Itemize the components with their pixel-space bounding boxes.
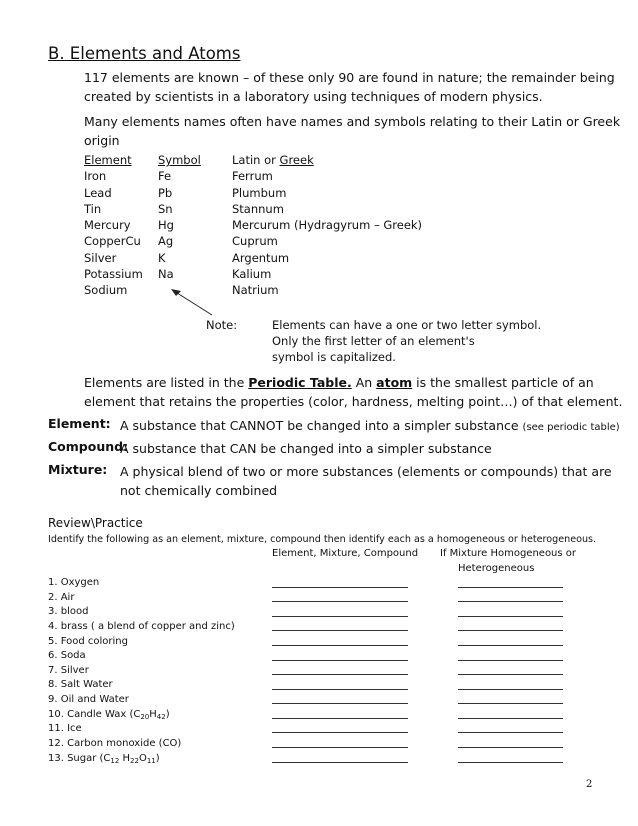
answer-blank-classification[interactable] xyxy=(272,762,408,763)
latin-name: Argentum xyxy=(232,250,290,265)
element-name: Mercury xyxy=(84,218,131,233)
element-definition-text: A substance that CANNOT be changed into a simpler substance xyxy=(120,418,523,433)
periodic-text-a: Elements are listed in the xyxy=(84,375,249,390)
element-symbol: Hg xyxy=(158,218,174,233)
latin-name: Stannum xyxy=(232,201,284,216)
sugar-end: ) xyxy=(155,753,160,764)
list-item: 9. Oil and Water xyxy=(48,694,129,705)
element-symbol: Fe xyxy=(158,169,172,184)
list-item xyxy=(48,752,160,769)
answer-blank-mixture-type[interactable] xyxy=(458,660,563,661)
latin-name: Mercurum (Hydragyrum – Greek) xyxy=(232,218,423,233)
intro-line-2: created by scientists in a laboratory using techniques of modern physics. xyxy=(84,89,543,104)
periodic-text-c: is the smallest particle of an xyxy=(412,375,594,390)
answer-blank-classification[interactable] xyxy=(272,703,408,704)
mixture-term: Mixture: xyxy=(48,462,108,477)
section-title: B. Elements and Atoms xyxy=(48,44,241,63)
col-header-mixture-type-1: If Mixture Homogeneous or xyxy=(440,548,577,559)
answer-blank-classification[interactable] xyxy=(272,732,408,733)
element-symbol: Ag xyxy=(158,234,174,249)
list-item: 6. Soda xyxy=(48,650,86,661)
col-header-classification: Element, Mixture, Compound xyxy=(272,548,419,559)
sugar-sub-2: 22 xyxy=(130,757,139,765)
list-item: 11. Ice xyxy=(48,723,82,734)
intro-line-1: 117 elements are known – of these only 90 are found in nature; the remainder being xyxy=(84,70,615,85)
latin-header xyxy=(232,152,422,168)
answer-blank-classification[interactable] xyxy=(272,660,408,661)
answer-blank-classification[interactable] xyxy=(272,630,408,631)
answer-blank-mixture-type[interactable] xyxy=(458,645,563,646)
answer-blank-classification[interactable] xyxy=(272,689,408,690)
element-definition xyxy=(120,416,620,437)
element-header: Element xyxy=(84,153,132,167)
answer-blank-mixture-type[interactable] xyxy=(458,630,563,631)
list-item: 3. blood xyxy=(48,606,89,617)
periodic-line-1 xyxy=(84,373,594,392)
periodic-table-term: Periodic Table. xyxy=(248,375,352,390)
answer-blank-mixture-type[interactable] xyxy=(458,703,563,704)
answer-blank-mixture-type[interactable] xyxy=(458,587,563,588)
intro-line-3: Many elements names often have names and symbols relating to their Latin or Greek xyxy=(84,114,621,129)
note-arrow-icon xyxy=(160,282,230,322)
note-line-1: Elements can have a one or two letter symbol. xyxy=(272,318,542,332)
wax-text: 10. Candle Wax (C xyxy=(48,709,141,720)
element-symbol: Pb xyxy=(158,185,173,200)
answer-blank-classification[interactable] xyxy=(272,674,408,675)
answer-blank-classification[interactable] xyxy=(272,616,408,617)
answer-blank-mixture-type[interactable] xyxy=(458,616,563,617)
answer-blank-mixture-type[interactable] xyxy=(458,732,563,733)
latin-name: Kalium xyxy=(232,267,272,282)
sugar-sub-3: 11 xyxy=(146,757,156,765)
element-name: Iron xyxy=(84,169,107,184)
element-name: Tin xyxy=(84,201,102,216)
element-name: CopperCu xyxy=(84,234,141,249)
review-instructions: Identify the following as an element, mixture, compound then identify each as a homogeneous or heterogeneous. xyxy=(48,534,597,545)
list-item: 4. brass ( a blend of copper and zinc) xyxy=(48,621,235,632)
element-term: Element: xyxy=(48,416,111,431)
list-item: 1. Oxygen xyxy=(48,577,100,588)
answer-blank-mixture-type[interactable] xyxy=(458,747,563,748)
wax-sub-2: 42 xyxy=(156,713,166,721)
wax-end: ) xyxy=(165,709,170,720)
list-item: 2. Air xyxy=(48,592,75,603)
latin-column xyxy=(232,152,422,299)
element-column xyxy=(84,152,143,299)
page-number: 2 xyxy=(586,779,593,790)
answer-blank-mixture-type[interactable] xyxy=(458,689,563,690)
sugar-mid: H xyxy=(119,753,131,764)
compound-definition: A substance that CAN be changed into a simpler substance xyxy=(120,441,492,456)
answer-blank-mixture-type[interactable] xyxy=(458,601,563,602)
list-item: 7. Silver xyxy=(48,665,89,676)
answer-blank-mixture-type[interactable] xyxy=(458,762,563,763)
periodic-line-2: element that retains the properties (color, hardness, melting point…) of that element. xyxy=(84,394,623,409)
answer-blank-classification[interactable] xyxy=(272,601,408,602)
symbol-header: Symbol xyxy=(158,153,201,167)
list-item: 8. Salt Water xyxy=(48,679,113,690)
element-name: Silver xyxy=(84,250,117,265)
answer-blank-classification[interactable] xyxy=(272,587,408,588)
latin-name: Ferrum xyxy=(232,169,273,184)
latin-name: Natrium xyxy=(232,283,279,298)
list-item: 5. Food coloring xyxy=(48,636,128,647)
element-name: Sodium xyxy=(84,283,128,298)
latin-name: Plumbum xyxy=(232,185,287,200)
element-definition-note: (see periodic table) xyxy=(522,422,620,433)
atom-term: atom xyxy=(376,375,413,390)
answer-blank-classification[interactable] xyxy=(272,718,408,719)
list-item: 12. Carbon monoxide (CO) xyxy=(48,738,182,749)
answer-blank-mixture-type[interactable] xyxy=(458,718,563,719)
wax-sub-1: 20 xyxy=(140,713,150,721)
note-line-3: symbol is capitalized. xyxy=(272,350,396,364)
periodic-text-b: An xyxy=(351,375,377,390)
wax-mid: H xyxy=(149,709,157,720)
sugar-sub-1: 12 xyxy=(110,757,120,765)
latin-name: Cuprum xyxy=(232,234,278,249)
element-name: Lead xyxy=(84,185,112,200)
answer-blank-mixture-type[interactable] xyxy=(458,674,563,675)
answer-blank-classification[interactable] xyxy=(272,747,408,748)
note-line-2: Only the first letter of an element's xyxy=(272,334,475,348)
element-symbol: Sn xyxy=(158,201,173,216)
col-header-mixture-type-2: Heterogeneous xyxy=(458,563,535,574)
element-name: Potassium xyxy=(84,267,143,282)
mixture-definition-line-1: A physical blend of two or more substances (elements or compounds) that are xyxy=(120,464,612,479)
sugar-text: 13. Sugar (C xyxy=(48,753,111,764)
mixture-definition-line-2: not chemically combined xyxy=(120,483,278,498)
answer-blank-classification[interactable] xyxy=(272,645,408,646)
element-symbol: K xyxy=(158,250,166,265)
review-title: Review\Practice xyxy=(48,516,143,530)
greek-header: Greek xyxy=(279,153,314,167)
sugar-mid-2: O xyxy=(138,753,147,764)
compound-term: Compound: xyxy=(48,439,129,454)
element-symbol: Na xyxy=(158,267,174,282)
note-label: Note: xyxy=(206,318,238,332)
symbol-column xyxy=(158,152,201,282)
intro-line-4: origin xyxy=(84,133,120,148)
latin-header-prefix: Latin or xyxy=(232,153,280,167)
